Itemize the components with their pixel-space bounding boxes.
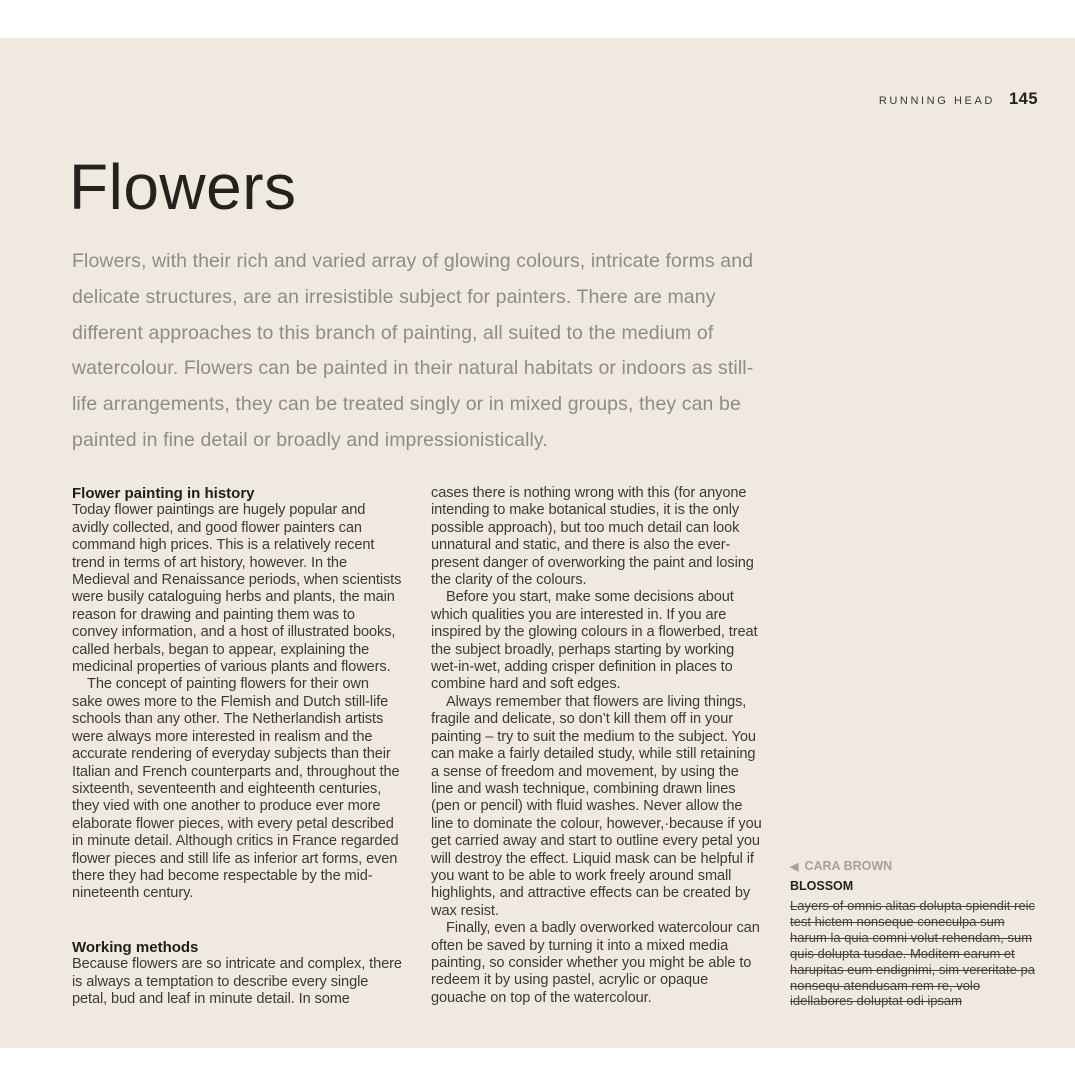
book-page	[0, 38, 1075, 1048]
right-column-paragraph: cases there is nothing wrong with this (for anyone intending to make botanical studies, it is the only possible approach), but too much detail can look unnatural and static, and there is also the ever-present danger of overworking the paint and losing the clarity of the colours.	[431, 485, 754, 589]
chapter-title: Flowers	[69, 151, 297, 223]
right-column-paragraph: Finally, even a badly overworked watercolour can often be saved by turning it into a mixed media painting, so consider whether you might be able to redeem it by using pastel, acrylic or opaque gouache on top of the watercolour.	[431, 920, 760, 1006]
body-columns	[72, 485, 762, 1008]
left-column-paragraph: Today flower paintings are hugely popular and avidly collected, and good flower painters can command high prices. This is a relatively recent trend in terms of art history, however. In the Medieval and Renaissance periods, when scientists were busily cataloguing herbs and plants, the main reason for drawing and painting them was to convey information, and a host of illustrated books, called herbals, began to appear, explaining the medicinal properties of various plants and flowers.	[72, 502, 402, 676]
caption-title: BLOSSOM	[790, 879, 854, 893]
left-column	[72, 485, 403, 1008]
right-column-paragraph: Always remember that flowers are living things, fragile and delicate, so don’t kill them off in your painting – try to suit the medium to the subject. You can make a fairly detailed study, while still retaining a sense of freedom and movement, by using the line and wash technique, combining drawn lines (pen or pencil) with fluid washes. Never allow the line to dominate the colour, however,·because if you get carried away and start to outline every petal you will destroy the effect. Liquid mask can be helpful if you want to be able to work freely around small highlights, and attractive effects can be created by wax resist.	[431, 693, 762, 919]
caption-placeholder-text: Layers of omnis alitas dolupta spiendit reic test hictem nonseque coneculpa sum harum la quia comni volut rehendam, sum quis dolupta tusdae. Moditem earum et harupitas eum endignimi, sim vereritate pa nonsequ atendusam rem re, volo idellabores doluptat odi ipsam	[790, 898, 1035, 1009]
running-head	[879, 90, 1038, 109]
running-head-label: RUNNING HEAD	[878, 95, 995, 107]
heading-working-methods: Working methods	[72, 938, 199, 956]
left-column-paragraph: Because flowers are so intricate and complex, there is always a temptation to describe every single petal, bud and leaf in minute detail. In some	[72, 956, 402, 1007]
caption-credit-name: CARA BROWN	[804, 859, 893, 873]
page-number: 145	[1008, 90, 1038, 108]
caption-credit-line	[790, 858, 1042, 874]
image-caption-block	[790, 858, 1042, 1009]
heading-flower-painting-in-history: Flower painting in history	[72, 485, 255, 502]
right-column-paragraph: Before you start, make some decisions about which qualities you are interested in. If you are inspired by the glowing colours in a flowerbed, treat the subject broadly, perhaps starting by working wet-in-wet, adding crisper definition in places to combine hard and soft edges.	[431, 589, 758, 693]
left-arrow-icon: ◀	[790, 860, 799, 873]
right-column	[431, 485, 762, 1008]
intro-paragraph: Flowers, with their rich and varied array of glowing colours, intricate forms and delicate structures, are an irresistible subject for painters. There are many different approaches to this branch of painting, all suited to the medium of watercolour. Flowers can be painted in their natural habitats or indoors as still-life arrangements, they can be treated singly or in mixed groups, they can be painted in fine detail or broadly and impressionistically.	[72, 250, 754, 451]
left-column-paragraph: The concept of painting flowers for their own sake owes more to the Flemish and Dutch still-life schools than any other. The Netherlandish artists were always more interested in realism and the accurate rendering of everyday subjects than their Italian and French counterparts and, throughout the sixteenth, seventeenth and eighteenth centuries, they vied with one another to produce ever more elaborate flower pieces, with every petal described in minute detail. Although critics in France regarded flower pieces and still life as inferior art forms, even there they had become respectable by the mid-nineteenth century.	[72, 676, 400, 902]
